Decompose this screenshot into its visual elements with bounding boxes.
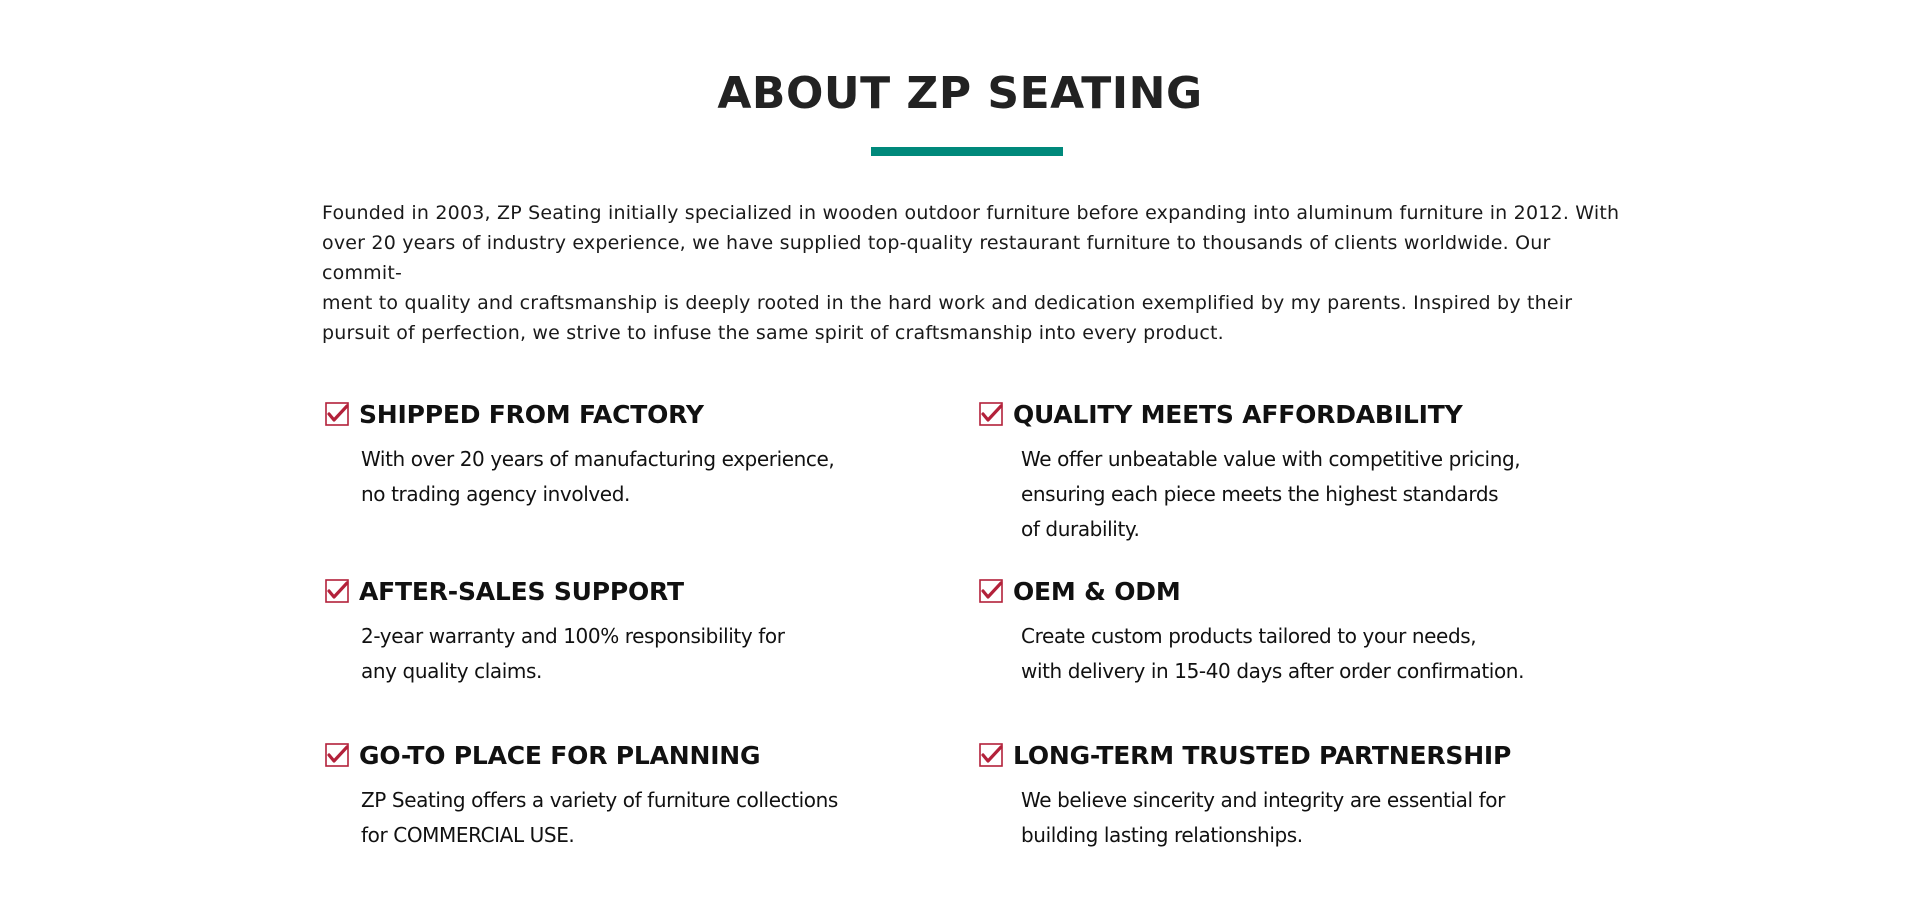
feature-desc-line: 2-year warranty and 100% responsibility for: [361, 624, 785, 648]
checkbox-checked-icon: [325, 402, 349, 426]
feature-title: GO-TO PLACE FOR PLANNING: [359, 740, 761, 770]
feature-desc-line: We offer unbeatable value with competitive pricing,: [1021, 447, 1521, 471]
checkbox-checked-icon: [325, 579, 349, 603]
feature-desc-line: no trading agency involved.: [361, 482, 630, 506]
feature-title: SHIPPED FROM FACTORY: [359, 399, 704, 429]
feature-desc-line: With over 20 years of manufacturing experience,: [361, 447, 835, 471]
feature-description: [1021, 619, 1524, 689]
intro-paragraph: [322, 198, 1622, 348]
title-underline: [871, 147, 1063, 156]
feature-long-term-trusted-partnership: [979, 737, 1511, 853]
intro-line: over 20 years of industry experience, we have supplied top-quality restaurant furniture to thousands of clients worldwide. Our commit-: [322, 232, 1551, 284]
feature-after-sales-support: [325, 573, 785, 689]
feature-desc-line: with delivery in 15-40 days after order confirmation.: [1021, 659, 1525, 683]
page-title: ABOUT ZP SEATING: [717, 68, 1203, 119]
checkbox-checked-icon: [979, 743, 1003, 767]
feature-oem-odm: [979, 573, 1524, 689]
feature-description: [1021, 442, 1520, 547]
feature-desc-line: We believe sincerity and integrity are essential for: [1021, 788, 1505, 812]
feature-desc-line: building lasting relationships.: [1021, 823, 1303, 847]
feature-quality-meets-affordability: [979, 396, 1520, 547]
feature-title: OEM & ODM: [1013, 576, 1181, 606]
feature-description: [361, 783, 838, 853]
feature-desc-line: ensuring each piece meets the highest standards: [1021, 482, 1499, 506]
checkbox-checked-icon: [979, 402, 1003, 426]
feature-desc-line: for COMMERCIAL USE.: [361, 823, 575, 847]
checkbox-checked-icon: [325, 743, 349, 767]
feature-desc-line: ZP Seating offers a variety of furniture collections: [361, 788, 838, 812]
feature-title: AFTER-SALES SUPPORT: [359, 576, 684, 606]
feature-desc-line: of durability.: [1021, 517, 1140, 541]
feature-go-to-place-for-planning: [325, 737, 838, 853]
feature-shipped-from-factory: [325, 396, 834, 512]
feature-title: LONG-TERM TRUSTED PARTNERSHIP: [1013, 740, 1512, 770]
feature-desc-line: Create custom products tailored to your needs,: [1021, 624, 1477, 648]
feature-description: [361, 442, 834, 512]
feature-title: QUALITY MEETS AFFORDABILITY: [1013, 399, 1463, 429]
feature-desc-line: any quality claims.: [361, 659, 542, 683]
intro-line: Founded in 2003, ZP Seating initially specialized in wooden outdoor furniture before expanding into aluminum furniture in 2012. With: [322, 202, 1620, 224]
checkbox-checked-icon: [979, 579, 1003, 603]
feature-description: [361, 619, 785, 689]
feature-description: [1021, 783, 1511, 853]
intro-line: pursuit of perfection, we strive to infuse the same spirit of craftsmanship into every product.: [322, 322, 1224, 344]
intro-line: ment to quality and craftsmanship is deeply rooted in the hard work and dedication exemplified by my parents. Inspired by their: [322, 292, 1573, 314]
